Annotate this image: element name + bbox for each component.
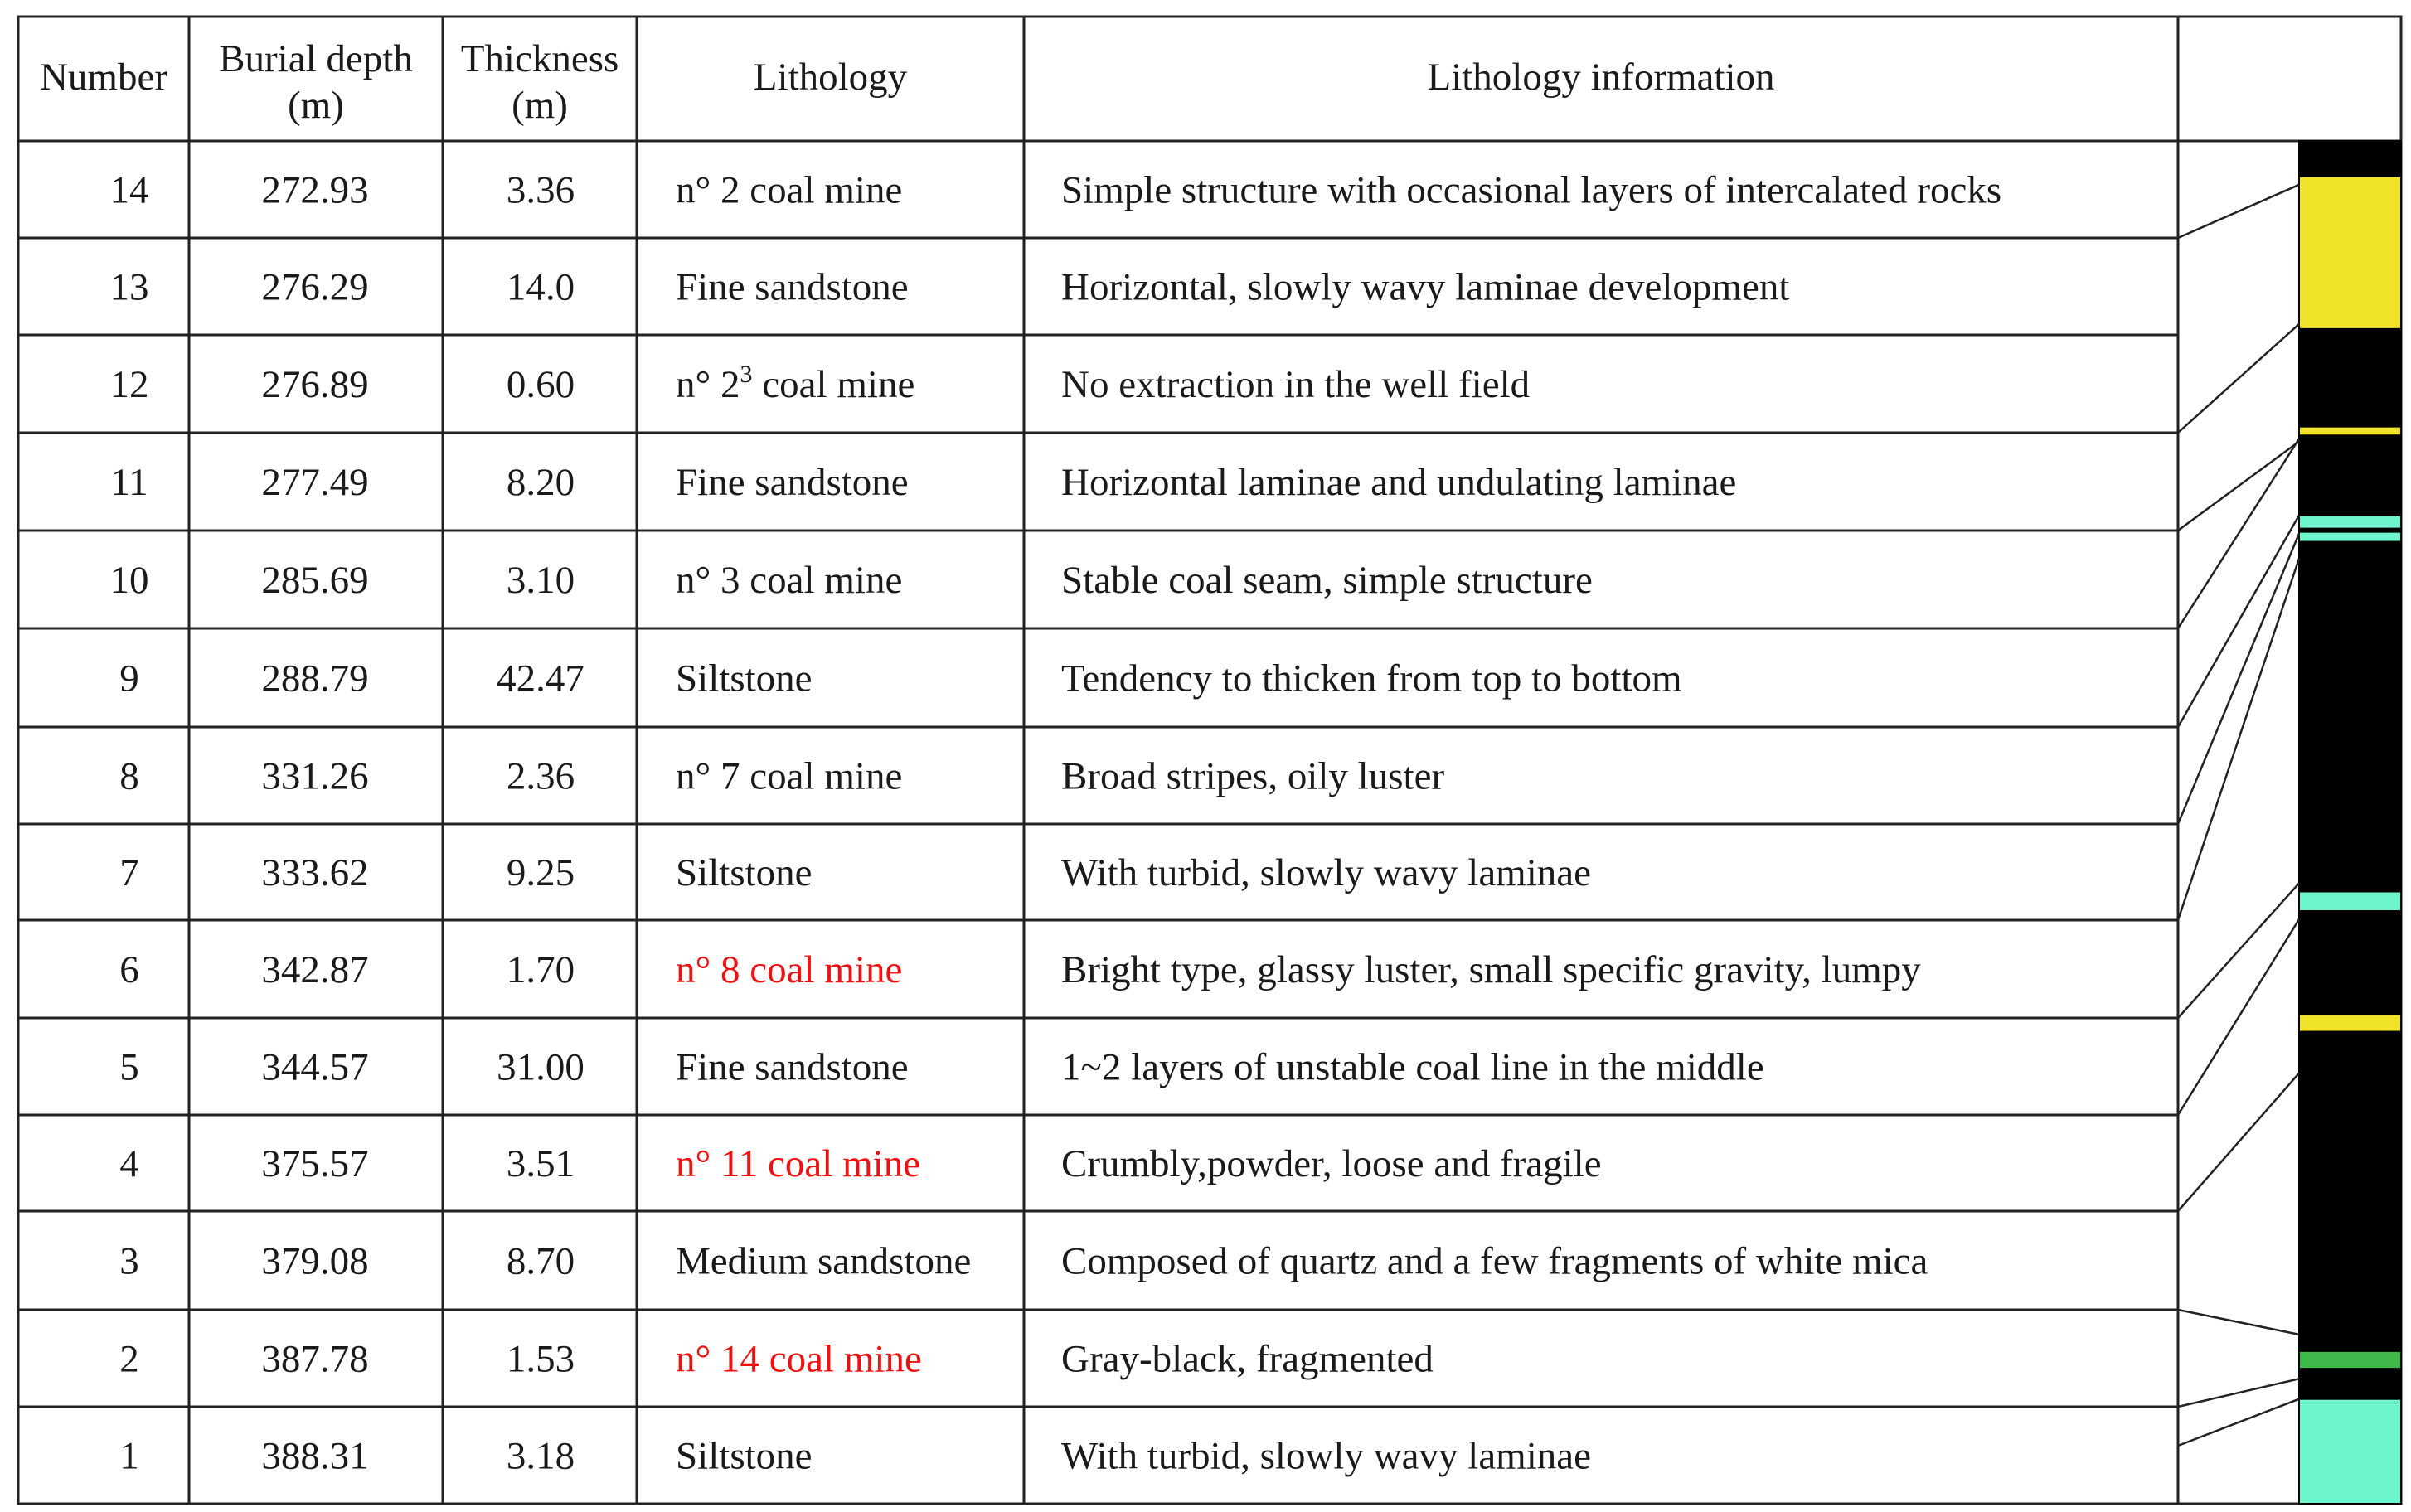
cell-lithology: Fine sandstone bbox=[676, 1045, 909, 1089]
stratum-fine-sandstone-5 bbox=[2299, 1014, 2401, 1031]
cell-lithology-information: Bright type, glassy luster, small specific gravity, lumpy bbox=[1061, 948, 1921, 991]
connector-line bbox=[2178, 1399, 2299, 1446]
connector-line bbox=[2178, 324, 2299, 433]
header-burial-depth: (m) bbox=[288, 84, 344, 127]
cell-lithology: n° 8 coal mine bbox=[676, 948, 903, 991]
cell-burial-depth: 379.08 bbox=[261, 1239, 369, 1283]
stratum-coal-seam-8 bbox=[2299, 542, 2401, 892]
connector-line bbox=[2178, 1310, 2299, 1335]
cell-burial-depth: 277.49 bbox=[261, 461, 369, 504]
cell-lithology-information: With turbid, slowly wavy laminae bbox=[1061, 851, 1592, 894]
stratigraphic-column bbox=[2299, 141, 2401, 1504]
header-thickness: Thickness bbox=[460, 37, 619, 80]
stratum-coal-seam-4 bbox=[2299, 1032, 2401, 1351]
cell-burial-depth: 342.87 bbox=[261, 948, 369, 991]
cell-lithology: Fine sandstone bbox=[676, 461, 909, 504]
cell-lithology: Medium sandstone bbox=[676, 1239, 972, 1283]
header-burial-depth: Burial depth bbox=[219, 37, 413, 80]
cell-number: 10 bbox=[109, 559, 149, 602]
stratum-medium-sandstone-3 bbox=[2299, 1351, 2401, 1369]
cell-lithology: n° 7 coal mine bbox=[676, 754, 903, 798]
cell-number: 2 bbox=[119, 1337, 139, 1381]
cell-lithology-information: Tendency to thicken from top to bottom bbox=[1061, 657, 1682, 700]
cell-lithology-information: 1~2 layers of unstable coal line in the middle bbox=[1061, 1045, 1764, 1089]
cell-lithology: n° 2 coal mine bbox=[676, 168, 903, 212]
stratum-coal-seam-2 bbox=[2299, 1369, 2401, 1398]
cell-number: 8 bbox=[119, 754, 139, 798]
cell-thickness: 8.20 bbox=[506, 461, 575, 504]
cell-lithology-information: Horizontal, slowly wavy laminae development bbox=[1061, 265, 1790, 309]
cell-thickness: 9.25 bbox=[506, 851, 575, 894]
cell-number: 1 bbox=[119, 1434, 139, 1478]
cell-lithology: n° 3 coal mine bbox=[676, 559, 903, 602]
cell-burial-depth: 344.57 bbox=[261, 1045, 369, 1089]
cell-burial-depth: 285.69 bbox=[261, 559, 369, 602]
cell-burial-depth: 331.26 bbox=[261, 754, 369, 798]
cell-thickness: 3.51 bbox=[506, 1142, 575, 1185]
cell-number: 6 bbox=[119, 948, 139, 991]
header-lithology: Lithology bbox=[753, 56, 908, 99]
cell-lithology-information: Crumbly,powder, loose and fragile bbox=[1061, 1142, 1602, 1185]
cell-lithology: n° 14 coal mine bbox=[676, 1337, 922, 1381]
cell-lithology-information: Stable coal seam, simple structure bbox=[1061, 559, 1593, 602]
cell-burial-depth: 276.89 bbox=[261, 363, 369, 406]
cell-number: 5 bbox=[119, 1045, 139, 1089]
connector-line bbox=[2178, 559, 2299, 920]
cell-number: 3 bbox=[119, 1239, 139, 1283]
stratum-coal-seam-6 bbox=[2299, 911, 2401, 1014]
connector-line bbox=[2178, 439, 2299, 628]
cell-thickness: 1.70 bbox=[506, 948, 575, 991]
cell-burial-depth: 388.31 bbox=[261, 1434, 369, 1478]
connector-line bbox=[2178, 516, 2299, 727]
stratum-coal-seam-12 bbox=[2299, 329, 2401, 427]
cell-lithology-information: Horizontal laminae and undulating laminae bbox=[1061, 461, 1737, 504]
cell-burial-depth: 276.29 bbox=[261, 265, 369, 309]
cell-number: 11 bbox=[110, 461, 148, 504]
header-number: Number bbox=[39, 56, 168, 99]
cell-number: 9 bbox=[119, 657, 139, 700]
cell-lithology-information: Composed of quartz and a few fragments of white mica bbox=[1061, 1239, 1928, 1283]
stratum-coal-seam-10 bbox=[2299, 435, 2401, 515]
cell-thickness: 42.47 bbox=[497, 657, 585, 700]
connector-line bbox=[2178, 1073, 2299, 1211]
cell-lithology: Siltstone bbox=[676, 657, 813, 700]
connector-lines bbox=[2178, 185, 2299, 1446]
connector-line bbox=[2178, 534, 2299, 824]
stratum-coal-seam-14 bbox=[2299, 141, 2401, 177]
cell-lithology-information: With turbid, slowly wavy laminae bbox=[1061, 1434, 1592, 1478]
connector-line bbox=[2178, 1379, 2299, 1407]
stratum-siltstone-1 bbox=[2299, 1399, 2401, 1504]
cell-burial-depth: 387.78 bbox=[261, 1337, 369, 1381]
cell-lithology-information: No extraction in the well field bbox=[1061, 363, 1531, 406]
cell-thickness: 14.0 bbox=[506, 265, 575, 309]
cell-burial-depth: 375.57 bbox=[261, 1142, 369, 1185]
cell-thickness: 2.36 bbox=[506, 754, 575, 798]
cell-lithology: Siltstone bbox=[676, 1434, 813, 1478]
header-lithology-information: Lithology information bbox=[1427, 56, 1775, 99]
cell-thickness: 8.70 bbox=[506, 1239, 575, 1283]
cell-lithology: n° 11 coal mine bbox=[676, 1142, 921, 1185]
cell-burial-depth: 288.79 bbox=[261, 657, 369, 700]
stratum-fine-sandstone-13 bbox=[2299, 177, 2401, 329]
header-thickness: (m) bbox=[512, 84, 568, 127]
cell-number: 4 bbox=[119, 1142, 139, 1185]
cell-thickness: 31.00 bbox=[497, 1045, 585, 1089]
cell-burial-depth: 333.62 bbox=[261, 851, 369, 894]
cell-thickness: 3.10 bbox=[506, 559, 575, 602]
connector-line bbox=[2178, 919, 2299, 1115]
cell-thickness: 3.18 bbox=[506, 1434, 575, 1478]
cell-number: 7 bbox=[119, 851, 139, 894]
cell-lithology: Siltstone bbox=[676, 851, 813, 894]
cell-thickness: 1.53 bbox=[506, 1337, 575, 1381]
cell-lithology: Fine sandstone bbox=[676, 265, 909, 309]
cell-lithology-information: Gray-black, fragmented bbox=[1061, 1337, 1434, 1381]
cell-lithology-information: Broad stripes, oily luster bbox=[1061, 754, 1445, 798]
cell-thickness: 3.36 bbox=[506, 168, 575, 212]
connector-line bbox=[2178, 442, 2299, 531]
connector-line bbox=[2178, 185, 2299, 238]
cell-burial-depth: 272.93 bbox=[261, 168, 369, 212]
stratum-fine-sandstone-11 bbox=[2299, 427, 2401, 436]
cell-number: 12 bbox=[109, 363, 149, 406]
cell-lithology-information: Simple structure with occasional layers of intercalated rocks bbox=[1061, 168, 2002, 212]
cell-thickness: 0.60 bbox=[506, 363, 575, 406]
cell-number: 13 bbox=[109, 265, 149, 309]
table-text bbox=[40, 37, 2001, 1478]
cell-lithology: n° $2^3$ coal mine bbox=[676, 361, 915, 406]
stratum-siltstone-7 bbox=[2299, 891, 2401, 911]
cell-number: 14 bbox=[109, 168, 149, 212]
